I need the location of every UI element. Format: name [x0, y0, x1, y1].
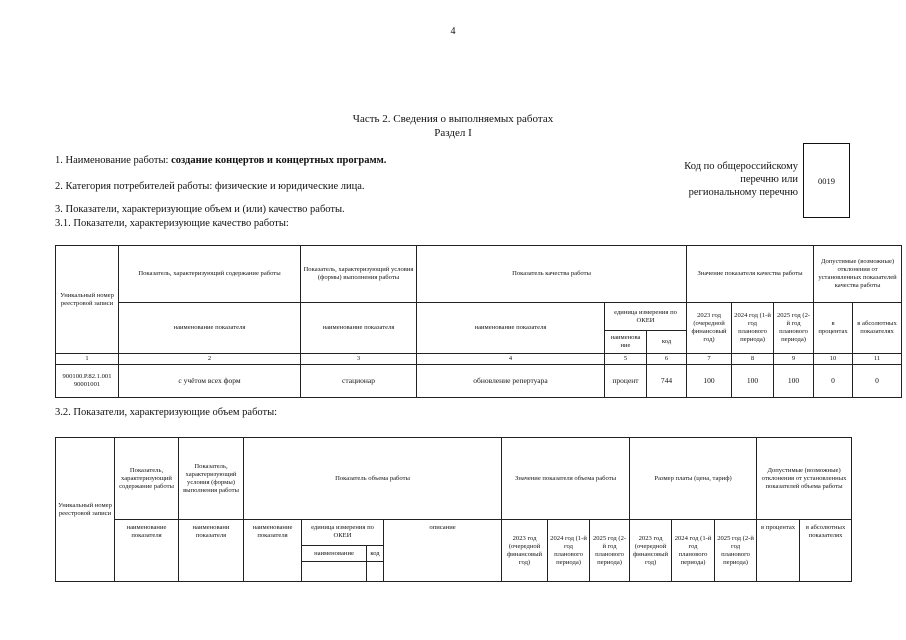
vt-header-year-2024: 2024 год (1-й год планового периода) [548, 520, 590, 582]
qt-cell-value-2023: 100 [687, 365, 732, 398]
qt-header-unit-name: наименова ние [605, 331, 647, 354]
qt-column-number: 11 [853, 354, 902, 365]
work-name-prefix: 1. Наименование работы: [55, 155, 172, 166]
qt-cell-content: с учётом всех форм [119, 365, 301, 398]
qt-header-year-2023: 2023 год (очередной финансовый год) [687, 303, 732, 354]
qt-cell-dev-absolute: 0 [853, 365, 902, 398]
qt-header-unit-code: код [647, 331, 687, 354]
work-name-line [55, 155, 386, 166]
qt-column-number: 10 [814, 354, 853, 365]
qt-header-name-quality: наименование показателя [417, 303, 605, 354]
qt-header-in-absolute: в абсолютных показателях [853, 303, 902, 354]
table-row [56, 365, 902, 398]
qt-header-deviation: Допустимые (возможные) отклонения от установленных показателей качества работы [814, 246, 902, 303]
qt-cell-quality-name: обновление репертуара [417, 365, 605, 398]
qt-column-number: 8 [732, 354, 774, 365]
code-value-box: 0019 [803, 143, 850, 218]
qt-column-number: 6 [647, 354, 687, 365]
qt-column-number: 4 [417, 354, 605, 365]
qt-header-name-content: наименование показателя [119, 303, 301, 354]
vt-header-deviation: Допустимые (возможные) отклонения от установленных показателей объема работы [757, 438, 852, 520]
vt-header-description: описание [384, 520, 502, 582]
vt-header-year-2023: 2023 год (очередной финансовый год) [502, 520, 548, 582]
qt-header-registry: Уникальный номер реестровой записи [56, 246, 119, 354]
qt-cell-unit-name: процент [605, 365, 647, 398]
qt-column-number: 3 [301, 354, 417, 365]
vt-header-unit: единица измерения по ОКЕИ [302, 520, 384, 546]
section-title: Раздел I [434, 127, 472, 139]
qt-header-year-2025: 2025 год (2-й год планового периода) [774, 303, 814, 354]
qt-header-year-2024: 2024 год (1-й год планового периода) [732, 303, 774, 354]
vt-header-conditions: Показатель, характеризующий условия (формы) выполнения работы [179, 438, 244, 520]
code-label [668, 160, 798, 199]
vt-header-price-2023: 2023 год (очередной финансовый год) [630, 520, 672, 582]
vt-header-price-2025: 2025 год (2-й год планового периода) [715, 520, 757, 582]
vt-empty-cell [367, 562, 384, 582]
vt-header-name-volume: наименование показателя [244, 520, 302, 582]
vt-header-volume: Показатель объема работы [244, 438, 502, 520]
qt-cell-value-2024: 100 [732, 365, 774, 398]
qt-cell-value-2025: 100 [774, 365, 814, 398]
work-name-value: создание концертов и концертных программ. [171, 155, 387, 166]
qt-column-number: 7 [687, 354, 732, 365]
qt-header-value: Значение показателя качества работы [687, 246, 814, 303]
qt-column-number: 1 [56, 354, 119, 365]
qt-header-unit: единица измерения по ОКЕИ [605, 303, 687, 331]
part-title: Часть 2. Сведения о выполняемых работах [352, 113, 554, 125]
quality-heading: 3.1. Показатели, характеризующие качество работы: [55, 218, 289, 229]
volume-heading: 3.2. Показатели, характеризующие объем работы: [55, 407, 278, 418]
code-label-line: Код по общероссийскому [684, 161, 798, 172]
qt-cell-unit-code: 744 [647, 365, 687, 398]
vt-header-value: Значение показателя объема работы [502, 438, 630, 520]
vt-header-unit-code: код [367, 546, 384, 562]
qt-header-conditions: Показатель, характеризующий условия (формы) выполнения работы [301, 246, 417, 303]
qt-cell-dev-percent: 0 [814, 365, 853, 398]
vt-header-in-absolute: в абсолютных показателях [800, 520, 852, 582]
qt-cell-conditions: стационар [301, 365, 417, 398]
indicators-heading: 3. Показатели, характеризующие объем и (или) качество работы. [55, 204, 345, 215]
qt-column-number: 5 [605, 354, 647, 365]
volume-table [55, 437, 852, 582]
vt-header-in-percent: в процентах [757, 520, 800, 582]
code-label-line: перечню или [740, 174, 798, 185]
vt-header-registry: Уникальный номер реестровой записи [56, 438, 115, 582]
quality-table [55, 245, 902, 398]
page-number: 4 [450, 26, 456, 37]
vt-header-price-2024: 2024 год (1-й год планового периода) [672, 520, 715, 582]
vt-header-unit-name: наименование [302, 546, 367, 562]
vt-header-price: Размер платы (цена, тариф) [630, 438, 757, 520]
qt-header-in-percent: в процентах [814, 303, 853, 354]
vt-header-content: Показатель, характеризующий содержание работы [115, 438, 179, 520]
vt-header-year-2025: 2025 год (2-й год планового периода) [590, 520, 630, 582]
qt-header-quality: Показатель качества работы [417, 246, 687, 303]
consumers-line: 2. Категория потребителей работы: физические и юридические лица. [55, 181, 365, 192]
vt-header-name-content: наименование показателя [115, 520, 179, 582]
code-label-line: региональному перечню [688, 187, 798, 198]
qt-header-content: Показатель, характеризующий содержание работы [119, 246, 301, 303]
qt-cell-registry: 900100.Р.82.1.001 90001001 [56, 365, 119, 398]
qt-header-name-conditions: наименование показателя [301, 303, 417, 354]
qt-column-number: 2 [119, 354, 301, 365]
vt-empty-cell [302, 562, 367, 582]
vt-header-name-conditions: наименовани показателя [179, 520, 244, 582]
qt-column-number: 9 [774, 354, 814, 365]
